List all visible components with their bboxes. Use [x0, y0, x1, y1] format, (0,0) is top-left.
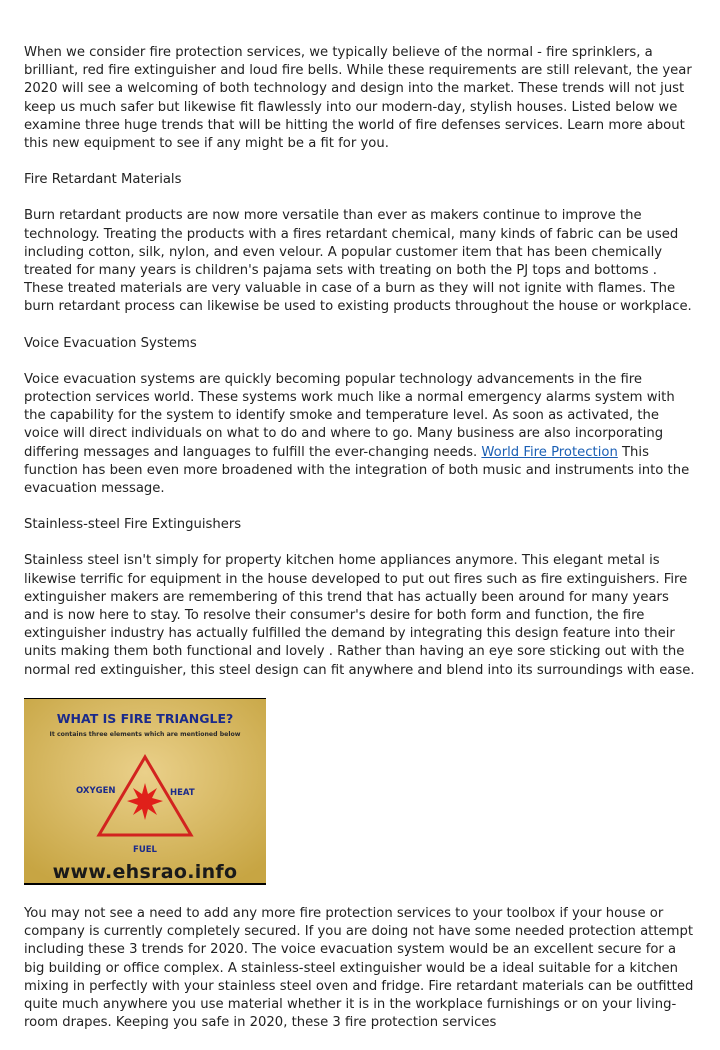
- conclusion-paragraph: You may not see a need to add any more fire protection services to your toolbox if your house or company is currently completely secured. If you are doing not have some needed protection attempt including these 3 trends for 2020. The voice evacuation system would be an excellent secure for a big building or office complex. A stainless-steel extinguisher would be a ideal suitable for a kitchen mixing in perfectly with your stainless steel oven and fridge. Fire retardant materials can be outfitted quite much anywhere you use material whether it is in the workplace furnishings or on your living-room drapes. Keeping you safe in 2020, these 3 fire protection services: [24, 905, 694, 1031]
- fuel-label: FUEL: [133, 844, 157, 855]
- oxygen-label: OXYGEN: [76, 785, 116, 796]
- heat-label: HEAT: [170, 787, 195, 798]
- voice-evacuation-paragraph: [24, 371, 696, 498]
- intro-paragraph: When we consider fire protection services, we typically believe of the normal - fire sprinklers, a brilliant, red fire extinguisher and loud fire bells. While these requirements are still relevant, the year 2020 will see a welcoming of both technology and design into the market. These trends will not just keep us much safer but likewise fit flawlessly into our modern-day, stylish houses. Listed below we examine three huge trends that will be hitting the world of fire defenses services. Learn more about this new equipment to see if any might be a fit for you.: [24, 45, 692, 152]
- figure-title: WHAT IS FIRE TRIANGLE?: [56, 710, 234, 726]
- section-heading-stainless-steel: Stainless-steel Fire Extinguishers: [24, 517, 242, 533]
- fire-triangle-image: [24, 698, 266, 885]
- stainless-steel-paragraph: Stainless steel isn't simply for property kitchen home appliances anymore. This elegant metal is likewise terrific for equipment in the house developed to put out fires such as fire extinguishers. Fire extinguisher makers are remembering of this trend that has actually been around for many years and is now here to stay. To resolve their consumer's desire for both form and function, the fire extinguisher industry has actually fulfilled the demand by integrating this design feature into their units making them both functional and lovely . Rather than having an eye sore sticking out with the normal red extinguisher, this steel design can fit anywhere and blend into its surroundings with ease.: [24, 553, 695, 678]
- voice-evacuation-text-b: This function has been even more broadened with the integration of both music and instruments into the evacuation message.: [24, 444, 690, 497]
- fire-retardant-paragraph: Burn retardant products are now more versatile than ever as makers continue to improve the technology. Treating the products with a fires retardant chemical, many kinds of fabric can be used including cotton, silk, nylon, and even velour. A popular customer item that has been chemically treated for many years is children's pajama sets with treating on both the PJ tops and bottoms . These treated materials are very valuable in case of a burn as they will not ignite with flames. The burn retardant process can likewise be used to existing products throughout the house or workplace.: [24, 208, 692, 315]
- fire-triangle-graphic: [24, 699, 266, 883]
- voice-evacuation-text-a: Voice evacuation systems are quickly becoming popular technology advancements in the fire protection services world. These systems work much like a normal emergency alarms system with the capability for the system to identify smoke and temperature level. As soon as activated, the voice will direct individuals on what to do and where to go. Many business are also incorporating differing messages and languages to fulfill the ever-changing needs.: [24, 371, 675, 460]
- world-fire-protection-link[interactable]: World Fire Protection: [481, 444, 618, 460]
- section-heading-fire-retardant: Fire Retardant Materials: [24, 172, 182, 188]
- figure-subtitle: It contains three elements which are mentioned below: [49, 730, 241, 738]
- article: [24, 44, 696, 1050]
- section-heading-voice-evacuation: Voice Evacuation Systems: [24, 335, 197, 351]
- figure-website-url: www.ehsrao.info: [52, 860, 238, 883]
